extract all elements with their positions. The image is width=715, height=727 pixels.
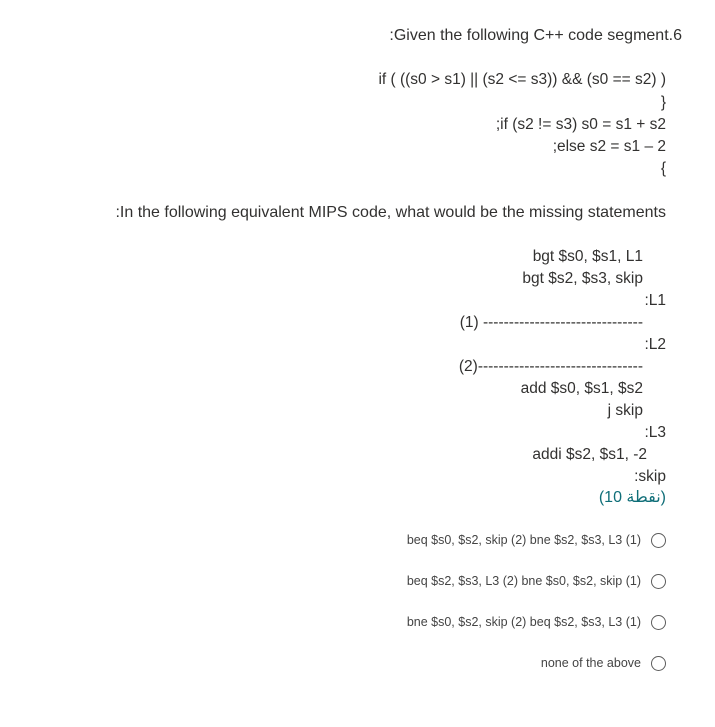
answer-option[interactable] (66, 530, 666, 550)
mips-line: add $s0, $s1, $s2 (520, 380, 643, 397)
answer-option-label: beq $s2, $s3, L3 (2) bne $s0, $s2, skip (1) (406, 574, 641, 588)
mips-line: bgt $s0, $s1, L1 (532, 248, 643, 265)
radio-button[interactable] (651, 615, 666, 630)
mips-line: :skip (634, 468, 666, 485)
answer-option-label: beq $s0, $s2, skip (2) bne $s2, $s3, L3 (1) (406, 533, 641, 547)
question-prompt: :In the following equivalent MIPS code, what would be the missing statements (115, 204, 666, 221)
points-label: (10 نقطة) (598, 489, 666, 506)
mips-blank-1: (1) ------------------------------- (459, 314, 643, 331)
answer-option[interactable] (66, 571, 666, 591)
mips-line: addi $s2, $s1, -2 (532, 446, 647, 463)
mips-blank-2: (2)-------------------------------- (458, 358, 643, 375)
mips-line: :L3 (644, 424, 666, 441)
cpp-line: ;else s2 = s1 – 2 (552, 138, 666, 155)
radio-button[interactable] (651, 574, 666, 589)
mips-line: :L2 (644, 336, 666, 353)
answer-option[interactable] (66, 612, 666, 632)
radio-button[interactable] (651, 656, 666, 671)
question-title: :Given the following C++ code segment.6 (389, 27, 682, 44)
mips-line: bgt $s2, $s3, skip (522, 270, 643, 287)
answer-option-label: none of the above (540, 656, 641, 670)
cpp-line: ;if (s2 != s3) s0 = s1 + s2 (495, 116, 666, 133)
cpp-line: if ( ((s0 > s1) || (s2 <= s3)) && (s0 == s2) ) (378, 71, 666, 88)
cpp-line: { (660, 160, 666, 177)
answer-choices (66, 530, 666, 694)
radio-button[interactable] (651, 533, 666, 548)
answer-option[interactable] (66, 653, 666, 673)
mips-line: :L1 (644, 292, 666, 309)
mips-line: j skip (607, 402, 643, 419)
cpp-line: } (660, 94, 666, 111)
answer-option-label: bne $s0, $s2, skip (2) beq $s2, $s3, L3 (1) (406, 615, 641, 629)
